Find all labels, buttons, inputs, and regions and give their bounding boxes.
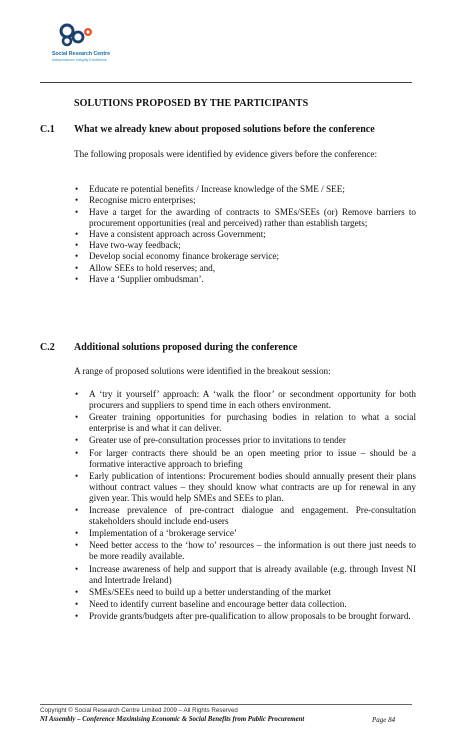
list-item-text: Need to identify current baseline and encourage better data collection. [89,598,347,609]
bullet-icon: • [75,447,79,458]
logo [52,22,116,70]
list-item [74,240,416,251]
bullet-icon: • [75,470,79,481]
bullet-icon: • [75,228,79,239]
list-item-text: Educate re potential benefits / Increase knowledge of the SME / SEE; [89,184,345,194]
list-item-text: Need better access to the ‘how to’ resources – the information is out there just needs to be more readily available. [89,540,416,562]
logo-mark-icon [58,22,98,48]
bullet-icon: • [75,251,79,262]
list-item-text: Have a target for the awarding of contracts to SMEs/SEEs (or) Remove barriers to procurement opportunities (real and perceived) rather than establish targets; [89,206,416,228]
list-item [74,195,416,206]
section-number: C.1 [40,124,55,135]
list-item [74,587,416,598]
list-item [74,229,416,240]
bullet-list [74,184,416,285]
list-item-text: Greater use of pre-consultation processes prior to invitations to tender [89,435,346,446]
bullet-icon: • [75,504,79,515]
list-item [74,564,416,586]
bullet-icon: • [75,184,79,194]
footer-divider [40,704,412,705]
list-item [74,389,416,411]
bullet-icon: • [75,412,79,423]
section-heading: What we already knew about proposed solutions before the conference [74,124,375,135]
list-item-text: A ‘try it yourself’ approach: A ‘walk the floor’ or secondment opportunity for both procurers and suppliers to spend time in each others environment. [89,389,416,410]
logo-name: Social Research Centre [52,51,110,57]
list-item-text: Increase awareness of help and support that is already available (e.g. through Invest NI and Intertrade Ireland) [89,563,416,585]
section-number: C.2 [40,342,55,353]
list-item-text: Early publication of intentions: Procurement bodies should annually present their plans without contract values – they should know what contracts are up for renewal in any given year. This would help SMEs and SEEs to plan. [89,470,416,503]
list-item [74,412,416,434]
bullet-icon: • [75,611,79,622]
footer-title: NI Assembly – Conference Maximising Economic & Social Benefits from Public Procurement [40,716,305,723]
list-item-text: Recognise micro enterprises; [89,195,196,206]
bullet-icon: • [75,435,79,446]
list-item [74,611,416,622]
bullet-icon: • [75,586,79,597]
bullet-icon: • [75,240,79,251]
list-item-text: SMEs/SEEs need to build up a better understanding of the market [89,586,331,597]
list-item [74,505,416,527]
bullet-icon: • [75,563,79,574]
section-intro: A range of proposed solutions were identified in the breakout session: [74,366,331,376]
list-item [74,435,416,446]
list-item [74,471,416,504]
list-item [74,599,416,610]
list-item-text: Increase prevalence of pre-contract dialogue and engagement. Pre-consultation stakeholders should include end-users [89,504,416,526]
logo-tagline: Independence integrity Excellence [52,58,107,62]
bullet-icon: • [75,528,79,539]
section-heading: Additional solutions proposed during the conference [74,342,298,353]
list-item [74,263,416,274]
bullet-list [74,389,416,623]
header-divider [40,82,412,83]
list-item-text: Allow SEEs to hold reserves; and, [89,262,216,273]
list-item [74,448,416,470]
page-number: Page 84 [372,716,396,724]
bullet-icon: • [75,206,79,217]
page-title: SOLUTIONS PROPOSED BY THE PARTICIPANTS [74,98,309,109]
bullet-icon: • [75,540,79,551]
section-intro: The following proposals were identified by evidence givers before the conference: [74,149,378,159]
bullet-icon: • [75,262,79,273]
list-item [74,251,416,262]
list-item [74,528,416,539]
bullet-icon: • [75,195,79,206]
list-item-text: Greater training opportunities for purchasing bodies in relation to what a social enterprise is and what it can deliver. [89,412,416,434]
bullet-icon: • [75,274,79,285]
footer-copyright: Copyright © Social Research Centre Limited 2009 – All Rights Reserved [40,707,238,714]
list-item-text: Have a consistent approach across Government; [89,228,266,239]
list-item-text: Develop social economy finance brokerage service; [89,251,280,262]
list-item-text: For larger contracts there should be an open meeting prior to issue – should be a formative interactive approach to briefing [89,447,416,469]
bullet-icon: • [75,598,79,609]
bullet-icon: • [75,389,79,399]
list-item-text: Implementation of a ‘brokerage service’ [89,528,237,539]
list-item-text: Have two-way feedback; [89,240,181,251]
list-item [74,184,416,195]
list-item [74,207,416,229]
list-item [74,274,416,285]
list-item-text: Provide grants/budgets after pre-qualification to allow proposals to be brought forward. [89,611,411,622]
list-item [74,540,416,562]
list-item-text: Have a ‘Supplier ombudsman’. [89,274,204,285]
